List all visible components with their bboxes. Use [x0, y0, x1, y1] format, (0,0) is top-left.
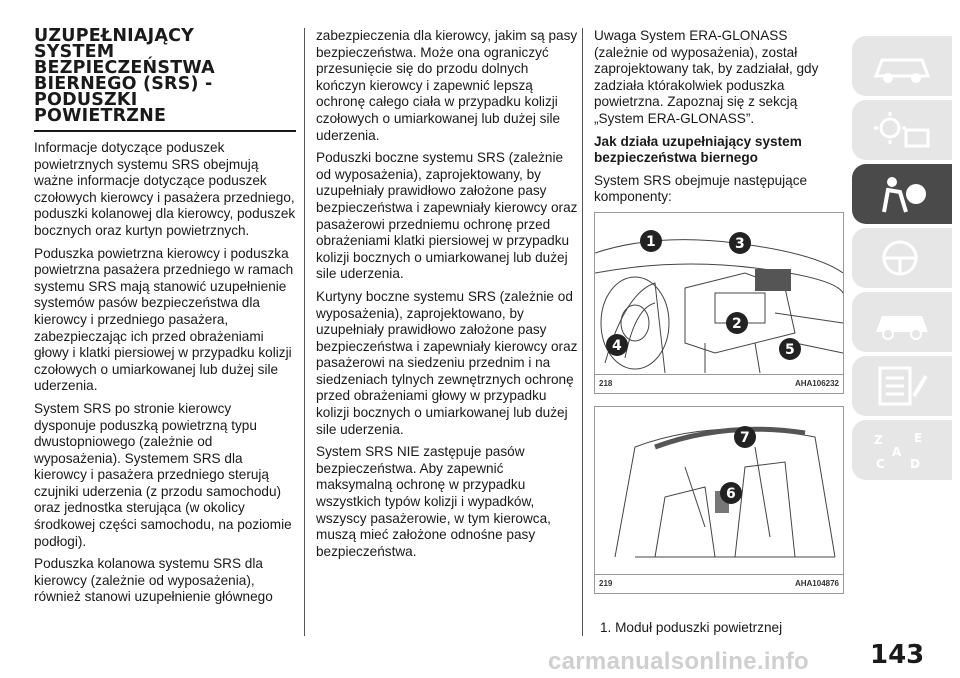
paragraph: Poduszka powietrzna kierowcy i poduszka powietrzna pasażera przedniego w ramach systemu SRS mają stanowić uzupełnienie systemów pasów bezpieczeństwa dla kierowcy i przedniego pasażera, zabezpieczając ich przed obrażeniami głowy i klatki piersiowej w przypadku kolizji czołowych o umiarkowanej lub dużej sile uderzenia.: [34, 245, 294, 394]
paragraph: System SRS obejmuje następujące komponenty:: [594, 172, 808, 205]
title-line: BIERNEGO (SRS) -: [34, 74, 213, 94]
alphabetic-index-icon[interactable]: [852, 420, 952, 480]
passenger-airbag-module: [755, 269, 791, 291]
column-divider: [582, 28, 583, 636]
title-line: SYSTEM: [34, 42, 115, 62]
svg-text:Z: Z: [874, 433, 883, 447]
svg-text:A: A: [892, 445, 902, 459]
watermark: carmanualsonline.info: [548, 648, 810, 675]
paragraph: Kurtyny boczne systemu SRS (zależnie od wyposażenia), zaprojektowano, by uzupełniały prawidłowo założone pasy bezpieczeństwa i zapewniały kierowcy oraz pasażerowi na siedzeniu przednim i na siedzeniach tylnych zewnętrznych ochronę przed obrażeniami głowy w przypadku kolizji bocznych o umiarkowanej lub dużej sile uderzenia.: [316, 288, 578, 437]
paragraph: System SRS NIE zastępuje pasów bezpieczeństwa. Aby zapewnić maksymalną ochronę w przypadku wszystkich typów kolizji i wypadków, wszyscy pasażerowie, w tym kierowca, muszą mieć założone odnośne pasy bezpieczeństwa.: [316, 444, 551, 559]
figure-caption: [595, 374, 843, 393]
figure-number: 218: [599, 378, 613, 388]
note-paragraph: Uwaga System ERA-GLONASS (zależnie od wyposażenia), został zaprojektowany tak, by zadziałał, gdy zadziała którakolwiek poduszka powietrzna. Zapoznaj się z sekcją „System ERA-GLONASS”.: [594, 28, 819, 126]
dashboard-illustration: [595, 213, 843, 375]
figure-dashboard-airbags: [594, 212, 844, 394]
column-divider: [304, 28, 305, 636]
column-1: [34, 28, 296, 612]
svg-text:E: E: [914, 431, 923, 445]
side-airbag-illustration: [595, 407, 843, 575]
column-3: [594, 28, 844, 594]
callout-label: 4: [612, 337, 622, 354]
maintenance-checklist-icon[interactable]: [852, 356, 952, 416]
figure-code: AHA106232: [794, 378, 839, 388]
paragraph: Poduszka kolanowa systemu SRS dla kierowcy (zależnie od wyposażenia), również stanowi uzupełnienie głównego: [34, 556, 273, 605]
warning-lights-icon[interactable]: [852, 100, 952, 160]
airbag-safety-icon[interactable]: [852, 164, 952, 224]
callout-label: 6: [726, 485, 736, 502]
car-dashboard-icon[interactable]: [852, 36, 952, 96]
section-title: [34, 28, 296, 124]
title-line: PODUSZKI: [34, 90, 138, 110]
column-2: [316, 28, 578, 566]
paragraph: Informacje dotyczące poduszek powietrznych systemu SRS obejmują ważne informacje dotyczące poduszek czołowych kierowcy i pasażera przedniego, poduszki kolanowej dla kierowcy, poduszek bocznych oraz kurtyn powietrznych.: [34, 140, 296, 238]
callout-label: 2: [732, 315, 742, 332]
callout-label: 5: [785, 341, 795, 358]
page-number: 143: [870, 640, 925, 670]
paragraph: System SRS po stronie kierowcy dysponuje poduszką powietrzną typu dwustopniowego (zależnie od wyposażenia). Systemem SRS dla kierowcy i pasażera przedniego sterują czujniki uderzenia (z przodu samochodu) oraz jednostka sterująca (w okolicy środkowej części samochodu, na poziomie podłogi).: [34, 400, 292, 549]
svg-text:C: C: [876, 457, 885, 470]
title-underline: [34, 130, 296, 132]
curtain-airbag: [655, 429, 805, 447]
callout-label: 7: [740, 429, 750, 446]
steering-wheel-icon[interactable]: [852, 228, 952, 288]
subsection-heading: Jak działa uzupełniający system bezpieczeństwa biernego: [594, 133, 802, 166]
figure-code: AHA104876: [794, 578, 839, 588]
svg-text:D: D: [910, 457, 920, 470]
callout-label: 1: [646, 233, 656, 250]
paragraph: Poduszki boczne systemu SRS (zależnie od wyposażenia), zaprojektowany, by uzupełniały prawidłowo założone pasy bezpieczeństwa i zapewniały kierowcy oraz pasażerowi przedniemu ochronę przed obrażeniami klatki piersiowej w przypadku kolizji bocznych o umiarkowanej lub dużej sile uderzenia.: [316, 150, 578, 282]
figure-number: 219: [599, 578, 613, 588]
figure-caption: [595, 574, 843, 593]
component-list-item: 1. Moduł poduszki powietrznej: [600, 620, 783, 635]
title-line: BEZPIECZEŃSTWA: [34, 58, 215, 78]
title-line: POWIETRZNE: [34, 106, 167, 126]
chapter-sidebar: [852, 36, 960, 484]
figure-side-airbags: [594, 406, 844, 594]
title-line: UZUPEŁNIAJĄCY: [34, 26, 194, 46]
paragraph: zabezpieczenia dla kierowcy, jakim są pasy bezpieczeństwa. Może ona ograniczyć przesunięcie się do przodu dolnych kończyn kierowcy i zapewnić lepszą ochronę całego ciała w przypadku kolizji czołowych o umiarkowanej lub dużej sile uderzenia.: [316, 28, 578, 143]
callout-label: 3: [735, 235, 745, 252]
car-breakdown-icon[interactable]: [852, 292, 952, 352]
